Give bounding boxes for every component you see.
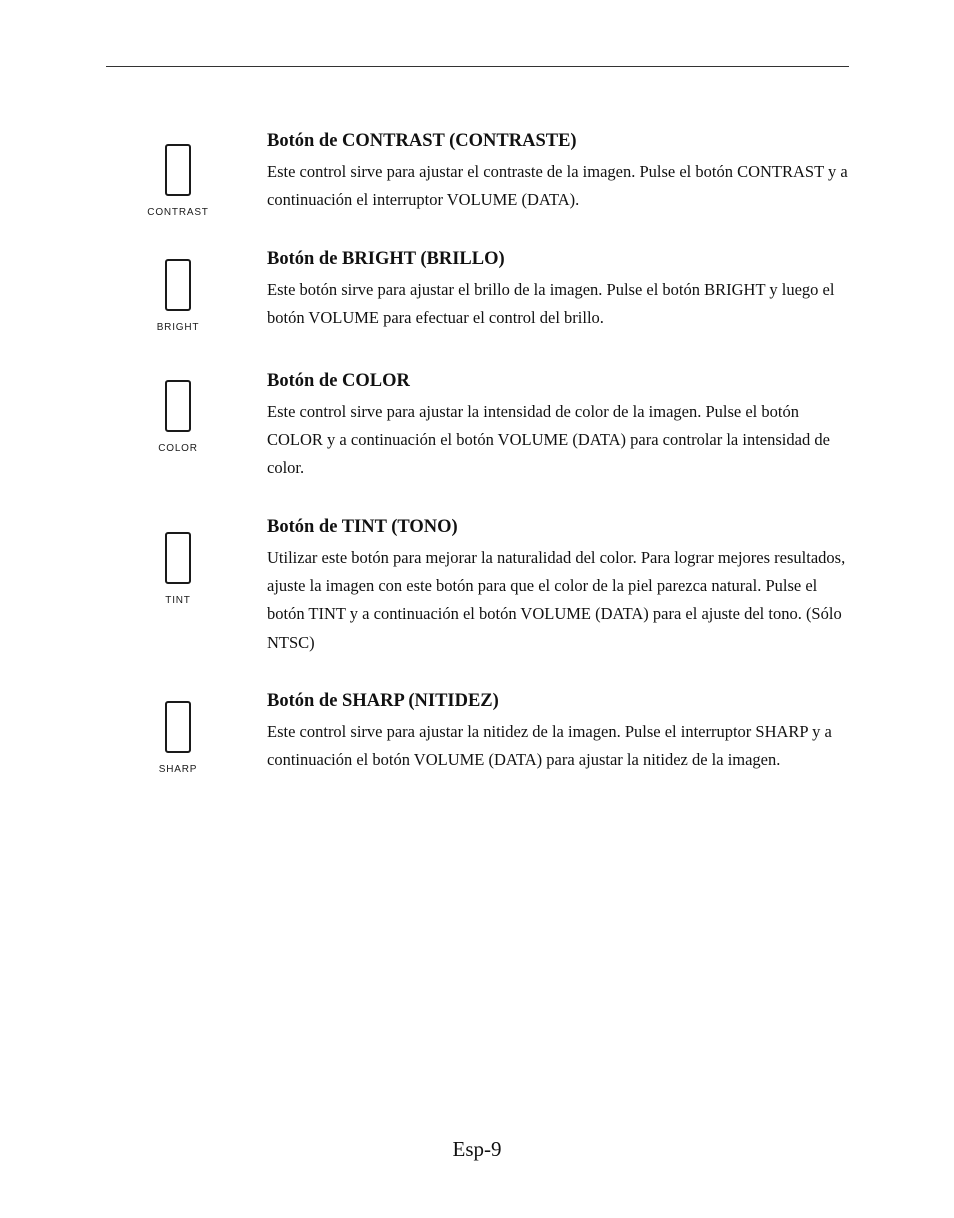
- section-heading: Botón de CONTRAST (CONTRASTE): [267, 131, 577, 151]
- section-heading: Botón de BRIGHT (BRILLO): [267, 249, 505, 269]
- sharp-button-icon: [165, 701, 191, 753]
- section-body: Utilizar este botón para mejorar la naturalidad del color. Para lograr mejores resultados, ajuste la imagen con este botón para que el color de la piel parezca natural. Pulse el botón TINT y a continuación el botón VOLUME (DATA) para el ajuste del tono. (Sólo NTSC): [267, 548, 846, 652]
- sharp-button-caption: SHARP: [158, 764, 198, 775]
- tint-button-illustration: [140, 532, 216, 606]
- section-body: Este control sirve para ajustar la nitidez de la imagen. Pulse el interruptor SHARP y a continuación el botón VOLUME (DATA) para ajustar la nitidez de la imagen.: [267, 722, 832, 770]
- bright-text-block: [267, 247, 851, 332]
- tint-text-block: [267, 515, 851, 657]
- contrast-button-icon: [165, 144, 191, 196]
- contrast-button-caption: CONTRAST: [147, 207, 209, 218]
- color-button-caption: COLOR: [158, 443, 198, 454]
- color-text-block: [267, 369, 851, 483]
- contrast-button-illustration: [140, 144, 216, 218]
- tint-button-caption: TINT: [165, 595, 191, 606]
- section-heading: Botón de TINT (TONO): [267, 517, 458, 537]
- tint-button-icon: [165, 532, 191, 584]
- sharp-text-block: [267, 689, 851, 774]
- section-body: Este control sirve para ajustar la intensidad de color de la imagen. Pulse el botón COLOR y a continuación el botón VOLUME (DATA) para controlar la intensidad de color.: [267, 402, 830, 478]
- page-number: Esp-9: [452, 1137, 502, 1161]
- bright-button-illustration: [140, 259, 216, 333]
- sharp-button-illustration: [140, 701, 216, 775]
- contrast-text-block: [267, 129, 851, 214]
- section-heading: Botón de SHARP (NITIDEZ): [267, 691, 499, 711]
- bright-button-icon: [165, 259, 191, 311]
- color-button-illustration: [140, 380, 216, 454]
- bright-button-caption: BRIGHT: [156, 322, 200, 333]
- header-rule: [106, 66, 849, 67]
- section-body: Este botón sirve para ajustar el brillo de la imagen. Pulse el botón BRIGHT y luego el botón VOLUME para efectuar el control del brillo.: [267, 280, 835, 328]
- color-button-icon: [165, 380, 191, 432]
- section-body: Este control sirve para ajustar el contraste de la imagen. Pulse el botón CONTRAST y a continuación el interruptor VOLUME (DATA).: [267, 162, 848, 210]
- section-heading: Botón de COLOR: [267, 371, 410, 391]
